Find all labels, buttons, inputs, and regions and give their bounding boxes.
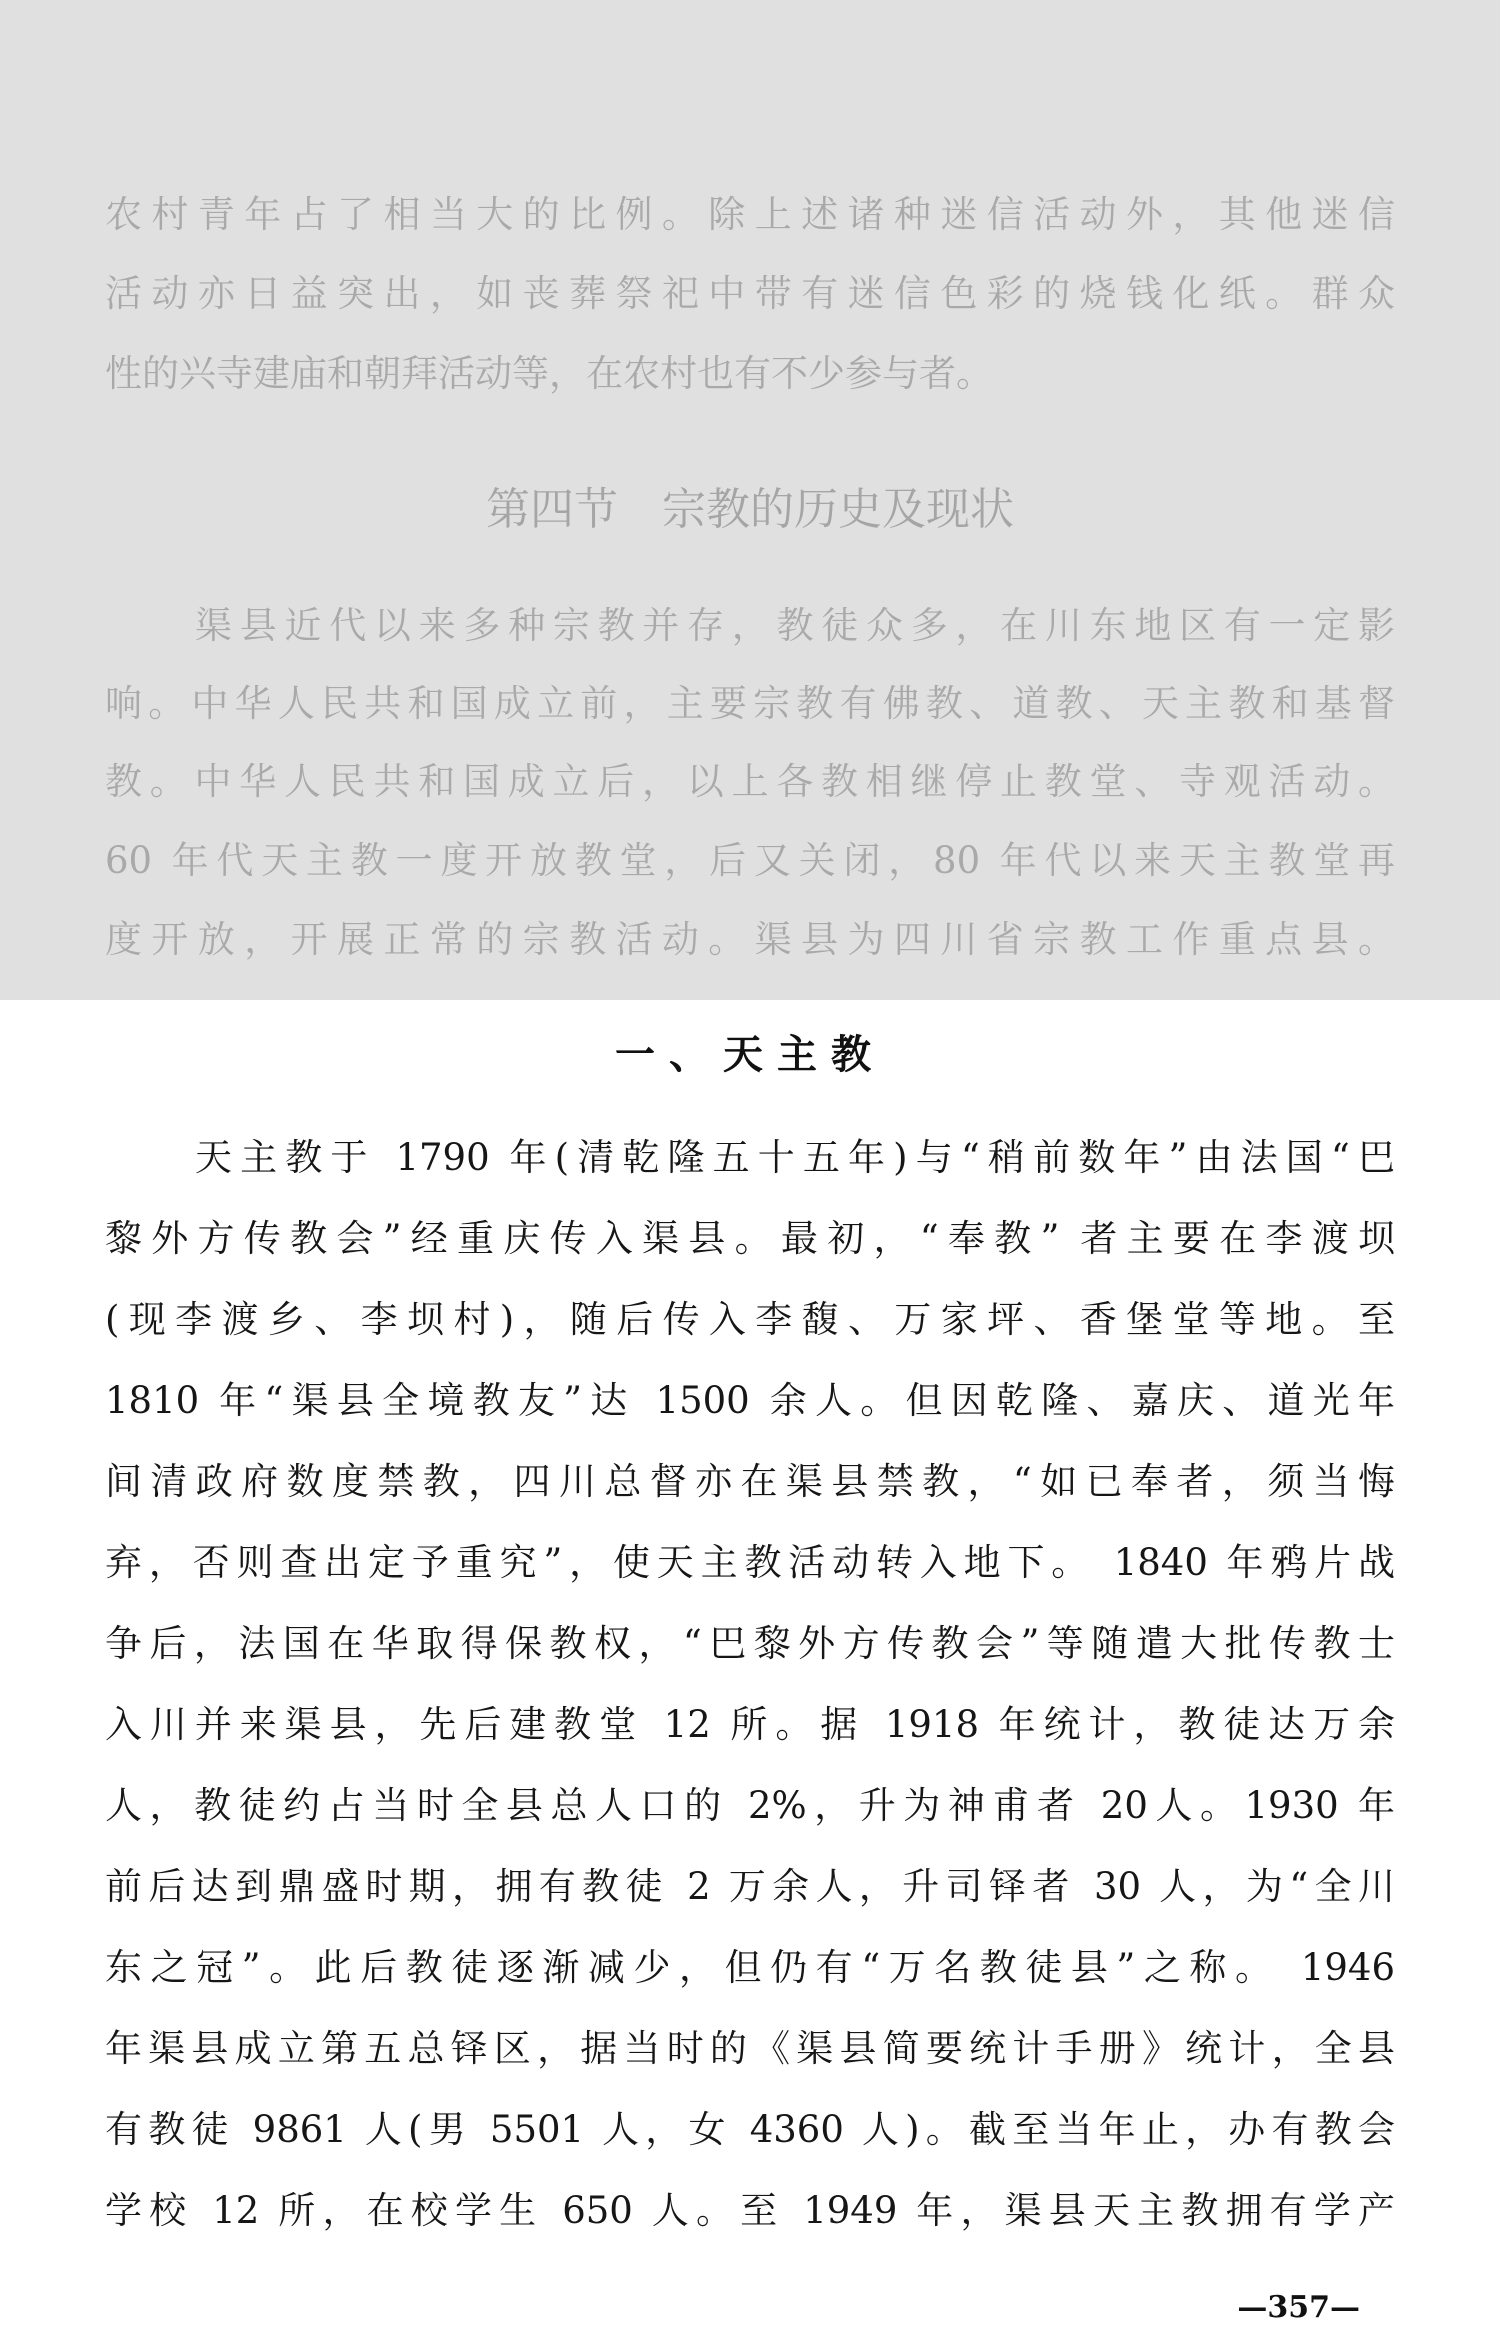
text-line: 农村青年占了相当大的比例。除上述诸种迷信活动外，其他迷信 [105, 193, 1395, 236]
text-line: 间清政府数度禁教，四川总督亦在渠县禁教，“如已奉者，须当悔 [105, 1460, 1395, 1503]
page-number: —357— [1237, 2290, 1360, 2325]
text-line: (现李渡乡、李坝村)，随后传入李馥、万家坪、香堡堂等地。至 [105, 1298, 1395, 1341]
text-line: 黎外方传教会”经重庆传入渠县。最初，“奉教” 者主要在李渡坝 [105, 1217, 1395, 1260]
text-line: 教。中华人民共和国成立后，以上各教相继停止教堂、寺观活动。 [105, 760, 1395, 803]
section-title: 第四节 宗教的历史及现状 [486, 484, 1014, 535]
text-line: 60 年代天主教一度开放教堂，后又关闭，80 年代以来天主教堂再 [105, 839, 1395, 882]
subsection-title: 一、天主教 [615, 1031, 885, 1078]
text-line: 学校 12 所，在校学生 650 人。至 1949 年，渠县天主教拥有学产 [105, 2189, 1395, 2232]
text-line: 弃，否则查出定予重究”，使天主教活动转入地下。 1840 年鸦片战 [105, 1541, 1395, 1584]
text-line: 年渠县成立第五总铎区，据当时的《渠县简要统计手册》统计，全县 [105, 2027, 1395, 2070]
text-line: 活动亦日益突出，如丧葬祭祀中带有迷信色彩的烧钱化纸。群众 [105, 272, 1395, 315]
text-line: 度开放，开展正常的宗教活动。渠县为四川省宗教工作重点县。 [105, 918, 1395, 961]
text-line: 人，教徒约占当时全县总人口的 2%，升为神甫者 20人。1930 年 [105, 1784, 1395, 1827]
text-line: 有教徒 9861 人(男 5501 人，女 4360 人)。截至当年止，办有教会 [105, 2108, 1395, 2151]
text-line: 性的兴寺建庙和朝拜活动等，在农村也有不少参与者。 [105, 352, 993, 395]
text-line: 东之冠”。此后教徒逐渐减少，但仍有“万名教徒县”之称。 1946 [105, 1946, 1395, 1989]
text-line: 前后达到鼎盛时期，拥有教徒 2 万余人，升司铎者 30 人，为“全川 [105, 1865, 1395, 1908]
text-line: 争后，法国在华取得保教权，“巴黎外方传教会”等随遣大批传教士 [105, 1622, 1395, 1665]
text-line: 渠县近代以来多种宗教并存，教徒众多，在川东地区有一定影 [195, 604, 1395, 647]
text-line: 响。中华人民共和国成立前，主要宗教有佛教、道教、天主教和基督 [105, 682, 1395, 725]
text-line: 入川并来渠县，先后建教堂 12 所。据 1918 年统计，教徒达万余 [105, 1703, 1395, 1746]
text-line: 1810 年“渠县全境教友”达 1500 余人。但因乾隆、嘉庆、道光年 [105, 1379, 1395, 1422]
text-line: 天主教于 1790 年(清乾隆五十五年)与“稍前数年”由法国“巴 [195, 1136, 1395, 1179]
